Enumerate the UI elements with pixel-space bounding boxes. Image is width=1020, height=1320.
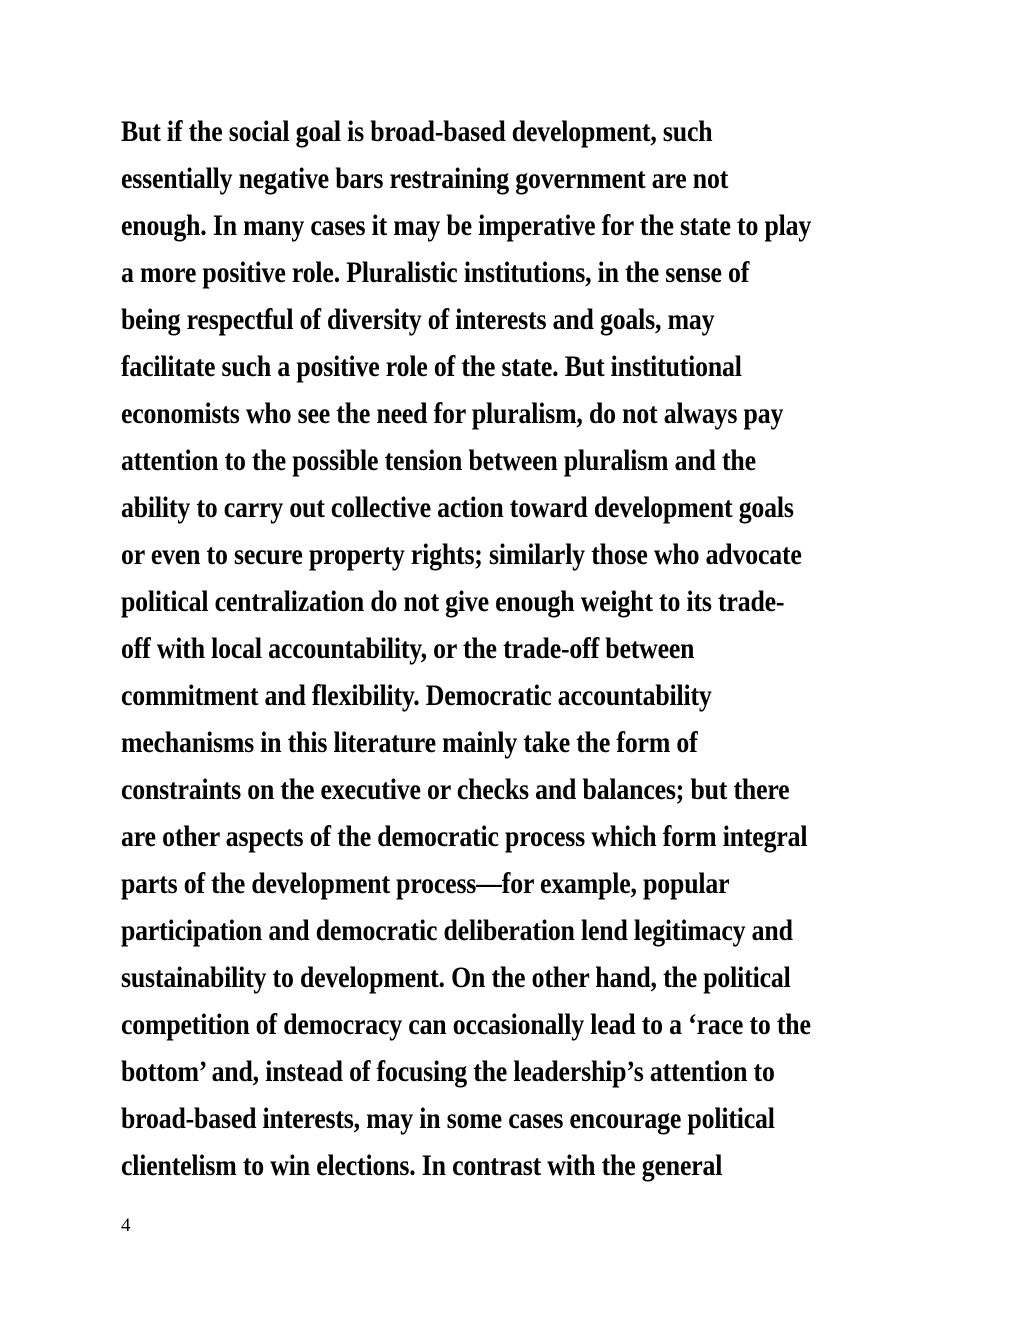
text-line: clientelism to win elections. In contrast with the general xyxy=(121,1149,723,1182)
text-line: enough. In many cases it may be imperative for the state to play xyxy=(121,209,812,242)
text-line: bottom’ and, instead of focusing the leadership’s attention to xyxy=(121,1055,775,1088)
text-line: political centralization do not give enough weight to its trade- xyxy=(121,585,785,618)
text-line: sustainability to development. On the other hand, the political xyxy=(121,961,791,994)
paragraph xyxy=(121,108,904,1189)
text-line: constraints on the executive or checks and balances; but there xyxy=(121,773,790,806)
text-line: But if the social goal is broad-based development, such xyxy=(121,115,713,148)
text-line: parts of the development process—for example, popular xyxy=(121,867,730,900)
text-line: facilitate such a positive role of the state. But institutional xyxy=(121,350,742,383)
text-line: attention to the possible tension between pluralism and the xyxy=(121,444,756,477)
text-line: a more positive role. Pluralistic institutions, in the sense of xyxy=(121,256,750,289)
text-line: off with local accountability, or the trade-off between xyxy=(121,632,695,665)
text-line: or even to secure property rights; similarly those who advocate xyxy=(121,538,802,571)
text-line: competition of democracy can occasionally lead to a ‘race to the xyxy=(121,1008,811,1041)
text-line: participation and democratic deliberation lend legitimacy and xyxy=(121,914,793,947)
text-line: ability to carry out collective action toward development goals xyxy=(121,491,794,524)
text-line: economists who see the need for pluralism, do not always pay xyxy=(121,397,784,430)
text-line: commitment and flexibility. Democratic accountability xyxy=(121,679,712,712)
text-line: broad-based interests, may in some cases encourage political xyxy=(121,1102,775,1135)
text-line: mechanisms in this literature mainly take the form of xyxy=(121,726,698,759)
text-line: are other aspects of the democratic process which form integral xyxy=(121,820,808,853)
text-line: essentially negative bars restraining government are not xyxy=(121,162,729,195)
page-number: 4 xyxy=(121,1215,131,1236)
text-line: being respectful of diversity of interests and goals, may xyxy=(121,303,715,336)
